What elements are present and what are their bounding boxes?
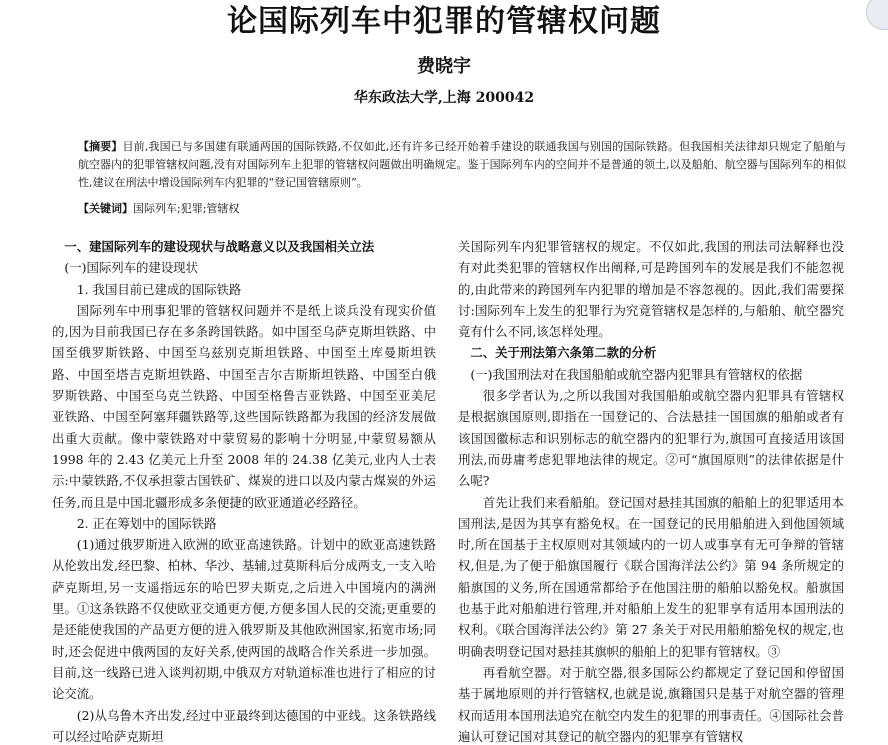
right-column [458, 236, 844, 745]
body-paragraph-continued: 关国际列车内犯罪管辖权的规定。不仅如此,我国的刑法司法解释也没有对此类犯罪的管辖权作出阐释,可是跨国列车的发展是我们不能忽视的,由此带来的跨国列车内犯罪的增加是不容忽视的。因此,我们需要探讨:国际列车上发生的犯罪行为究竟管辖权是怎样的,与船舶、航空器究竟有什么不同,该怎样处理。 [458, 239, 844, 340]
left-column [52, 236, 436, 745]
section-heading: 二、关于刑法第六条第二款的分析 [470, 345, 657, 361]
keywords-block [78, 200, 846, 218]
subsection-heading: (一)我国刑法对在我国船舶或航空器内犯罪具有管辖权的依据 [470, 366, 803, 382]
body-paragraph: 再看航空器。对于航空器,很多国际公约都规定了登记国和停留国基于属地原则的并行管辖权,也就是说,旗籍国只是基于对航空器的管理权而适用本国刑法追究在航空内发生的犯罪的刑事责任。④国际社会普遍认可登记国对其登记的航空器内的犯罪享有管辖权 [458, 664, 844, 744]
keywords-label: 【关键词】 [78, 202, 133, 215]
sub-subsection-heading: 1. 我国目前已建成的国际铁路 [76, 281, 242, 297]
abstract-text: 目前,我国已与多国建有联通两国的国际铁路,不仅如此,还有许多已经开始着手建设的联通我国与别国的国际铁路。但我国相关法律却只规定了船舶与航空器内的犯罪管辖权问题,没有对国际列车上犯罪的管辖权问题做出明确规定。鉴于国际列车内的空间并不是普通的领土,以及船舶、航空器与国际列车的相似性,建议在刑法中增设国际列车内犯罪的“登记国管辖原则”。 [78, 140, 846, 189]
body-paragraph: 国际列车中刑事犯罪的管辖权问题并不是纸上谈兵没有现实价值的,因为目前我国已存在多条跨国铁路。如中国至乌萨克斯坦铁路、中国至俄罗斯铁路、中国至乌兹别克斯坦铁路、中国至土库曼斯坦铁路、中国至塔吉克斯坦铁路、中国至吉尔吉斯斯坦铁路、中国至白俄罗斯铁路、中国至乌克兰铁路、中国至格鲁吉亚铁路、中国至亚美尼亚铁路、中国至阿塞拜疆铁路等,这些国际铁路都为我国的经济发展做出重大贡献。像中蒙铁路对中蒙贸易的影响十分明显,中蒙贸易额从 1998 年的 2.43 亿美元上升至 2008 年的 24.38 亿美元,业内人士表示:中蒙铁路,不仅承担蒙古国铁矿、煤炭的进口以及内蒙古煤炭的外运任务,而且是中国北疆形成多条便捷的欧亚通道必经路径。 [52, 302, 436, 510]
body-paragraph: (2)从乌鲁木齐出发,经过中亚最终到达德国的中亚线。这条铁路线可以经过哈萨克斯坦 [52, 707, 436, 744]
section-heading: 一、建国际列车的建设现状与战略意义以及我国相关立法 [64, 239, 375, 254]
subsection-heading: (一)国际列车的建设现状 [64, 260, 198, 276]
sub-subsection-heading: 2. 正在筹划中的国际铁路 [76, 515, 217, 531]
keywords-text: 国际列车;犯罪;管辖权 [133, 202, 240, 215]
paper-affiliation: 华东政法大学,上海 200042 [353, 90, 535, 106]
abstract-block [78, 138, 846, 192]
body-paragraph: (1)通过俄罗斯进入欧洲的欧亚高速铁路。计划中的欧亚高速铁路从伦敦出发,经巴黎、柏林、华沙、基辅,过莫斯科后分成两支,一支入哈萨克斯坦,另一支遥指远东的哈巴罗夫斯克,之后进入中国境内的满洲里。①这条铁路不仅使欧亚交通更方便,方便多国人民的交流;更重要的是还能使我国的产品更方便的进入俄罗斯及其他欧洲国家,拓宽市场;同时,还会促进中俄两国的友好关系,使两国的战略合作关系进一步加强。目前,这一线路已进入谈判初期,中俄双方对轨道标准也进行了相应的讨论交流。 [52, 537, 436, 702]
body-paragraph: 首先让我们来看船舶。登记国对悬挂其国旗的船舶上的犯罪适用本国刑法,是因为其享有豁免权。在一国登记的民用船舶进入到他国领域时,所在国基于主权原则对其领域内的一切人或事享有无可争辩的管辖权,但是,为了便于船旗国履行《联合国海洋法公约》第 94 条所规定的船旗国的义务,所在国通常都给予在他国注册的船舶以豁免权。船旗国也基于此对船舶进行管理,并对船舶上发生的犯罪享有适用本国刑法的权利。《联合国海洋法公约》第 27 条关于对民用船舶豁免权的规定,也明确表明登记国对悬挂其旗帜的船舶上的犯罪有管辖权。③ [458, 494, 844, 659]
abstract-label: 【摘要】 [78, 140, 123, 153]
body-paragraph: 很多学者认为,之所以我国对我国船舶或航空器内犯罪具有管辖权是根据旗国原则,即指在一国登记的、合法悬挂一国国旗的船舶或者有该国国徽标志和识别标志的航空器内的犯罪行为,旗国可直接适用该国刑法,而毋庸考虑犯罪地法律的规定。②可“旗国原则”的法律依据是什么呢? [458, 388, 844, 489]
paper-author: 费晓宇 [417, 56, 471, 77]
paper-title: 论国际列车中犯罪的管辖权问题 [227, 4, 661, 39]
